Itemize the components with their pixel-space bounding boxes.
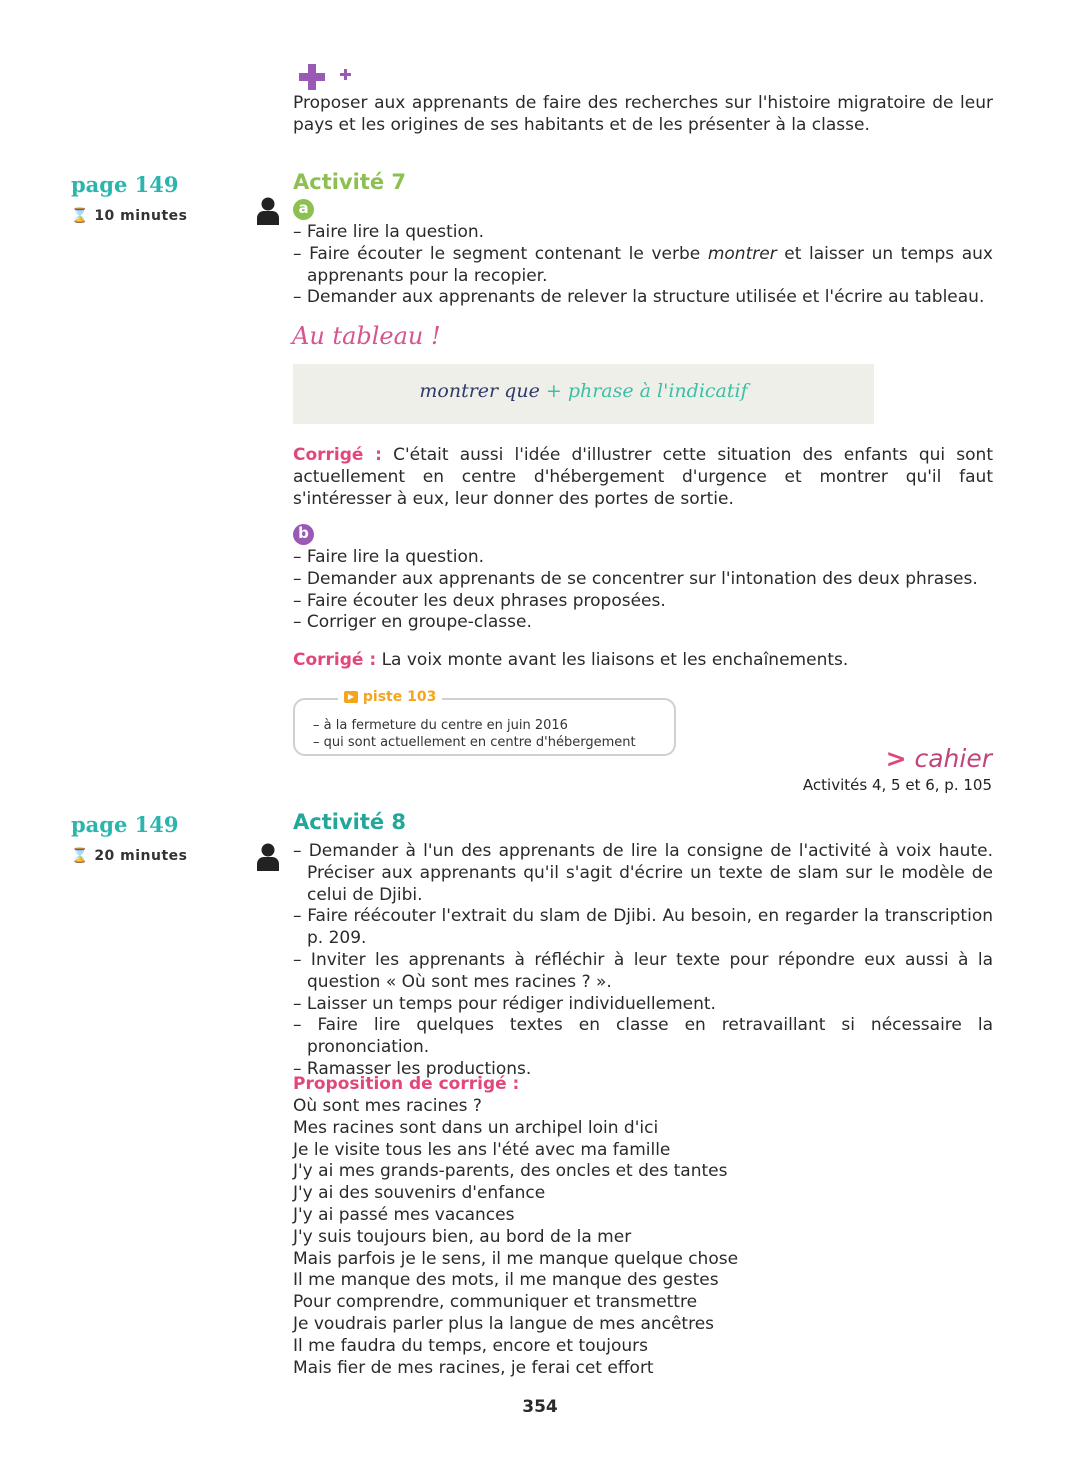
list-item: – Demander aux apprenants de se concentrer sur l'intonation des deux phrases. xyxy=(293,568,978,589)
part-b-badge: b xyxy=(293,524,314,545)
list-item: – Inviter les apprenants à réfléchir à leur texte pour répondre eux aussi à la question « Où sont mes racines ? ». xyxy=(293,949,993,992)
proposition-label: Proposition de corrigé : xyxy=(293,1074,520,1094)
poem-line: J'y ai des souvenirs d'enfance xyxy=(293,1183,546,1204)
list-item: – Faire écouter les deux phrases proposées. xyxy=(293,590,666,611)
list-item: – Demander aux apprenants de relever la structure utilisée et l'écrire au tableau. xyxy=(293,287,985,308)
hourglass-icon: ⌛ xyxy=(71,848,89,864)
duration xyxy=(71,848,188,864)
duration-text: 10 minutes xyxy=(94,208,188,224)
activity-title: Activité 7 xyxy=(293,170,407,194)
board-title: Au tableau ! xyxy=(292,322,441,350)
hourglass-icon: ⌛ xyxy=(71,208,89,224)
corrige-a xyxy=(293,445,993,510)
corrige-label: Corrigé : xyxy=(293,445,382,465)
poem-line: Je le visite tous les ans l'été avec ma famille xyxy=(293,1139,671,1160)
list-item: – Ramasser les productions. xyxy=(293,1058,532,1079)
list-item: – Laisser un temps pour rédiger individuellement. xyxy=(293,993,716,1014)
poem-line: Mais fier de mes racines, je ferai cet effort xyxy=(293,1357,654,1378)
poem-line: Pour comprendre, communiquer et transmettre xyxy=(293,1292,698,1313)
poem xyxy=(293,1096,993,1379)
part-b-steps xyxy=(293,547,993,634)
transcript-line: – à la fermeture du centre en juin 2016 xyxy=(313,718,568,733)
poem-line: Où sont mes racines ? xyxy=(293,1096,482,1116)
page-reference: page 149 xyxy=(71,172,179,197)
board-box xyxy=(293,364,874,424)
transcript-line: – qui sont actuellement en centre d'hébergement xyxy=(313,735,636,750)
poem-line: Mais parfois je le sens, il me manque quelque chose xyxy=(293,1248,739,1269)
board-part1: montrer que xyxy=(419,380,540,402)
list-item: – Faire lire la question. xyxy=(293,222,485,242)
poem-line: J'y ai passé mes vacances xyxy=(293,1204,515,1225)
list-item: – Demander à l'un des apprenants de lire la consigne de l'activité à voix haute. Préciser aux apprenants qu'il s'agit d'écrire un texte de slam sur le modèle de celui de Djibi. xyxy=(293,841,993,905)
board-part2: phrase à l'indicatif xyxy=(567,380,748,402)
poem-line: Mes racines sont dans un archipel loin d'ici xyxy=(293,1117,659,1138)
activity-title: Activité 8 xyxy=(293,810,407,834)
poem-line: J'y suis toujours bien, au bord de la mer xyxy=(293,1226,632,1247)
poem-line: Il me faudra du temps, encore et toujours xyxy=(293,1335,649,1356)
activity8-steps xyxy=(293,841,993,1081)
part-a-steps xyxy=(293,222,993,309)
poem-line: Il me manque des mots, il me manque des gestes xyxy=(293,1270,719,1291)
poem-line: J'y ai mes grands-parents, des oncles et des tantes xyxy=(293,1161,728,1182)
board-plus: + xyxy=(545,380,562,402)
list-item: – Corriger en groupe-classe. xyxy=(293,612,532,633)
list-item: – Faire écouter le segment contenant le verbe montrer et laisser un temps aux apprenants pour la recopier. xyxy=(293,243,993,286)
cahier-label: cahier xyxy=(914,744,992,773)
list-item: – Faire lire quelques textes en classe en retravaillant si nécessaire la prononciation. xyxy=(293,1015,993,1058)
extension-text: Proposer aux apprenants de faire des recherches sur l'histoire migratoire de leur pays et les origines de ses habitants et de les présenter à la classe. xyxy=(293,93,993,135)
individual-work-icon xyxy=(257,843,279,871)
corrige-label: Corrigé : xyxy=(293,650,377,670)
poem-line: Je voudrais parler plus la langue de mes ancêtres xyxy=(293,1313,715,1334)
page-number: 354 xyxy=(522,1397,558,1417)
audio-track-label[interactable] xyxy=(338,689,442,705)
chevron-right-icon: > xyxy=(885,744,907,773)
track-name: piste 103 xyxy=(362,689,437,705)
cahier-ref: Activités 4, 5 et 6, p. 105 xyxy=(802,776,992,794)
individual-work-icon xyxy=(257,197,279,225)
cahier-link xyxy=(886,744,992,773)
page-reference: page 149 xyxy=(71,812,179,837)
list-item: – Faire réécouter l'extrait du slam de Djibi. Au besoin, en regarder la transcription p. 209. xyxy=(293,906,993,949)
list-item: – Faire lire la question. xyxy=(293,547,485,567)
corrige-text: C'était aussi l'idée d'illustrer cette situation des enfants qui sont actuellement en centre d'hébergement d'urgence et montrer qu'il faut s'intéresser à eux, leur donner des portes de sortie. xyxy=(293,445,993,509)
duration-text: 20 minutes xyxy=(94,848,188,864)
duration xyxy=(71,208,188,224)
part-a-badge: a xyxy=(293,199,314,220)
corrige-b xyxy=(293,650,993,672)
play-icon[interactable]: ▶ xyxy=(344,691,358,703)
audio-transcript xyxy=(313,717,636,751)
corrige-text: La voix monte avant les liaisons et les enchaînements. xyxy=(381,650,849,670)
plus-plus-icon xyxy=(299,62,359,94)
